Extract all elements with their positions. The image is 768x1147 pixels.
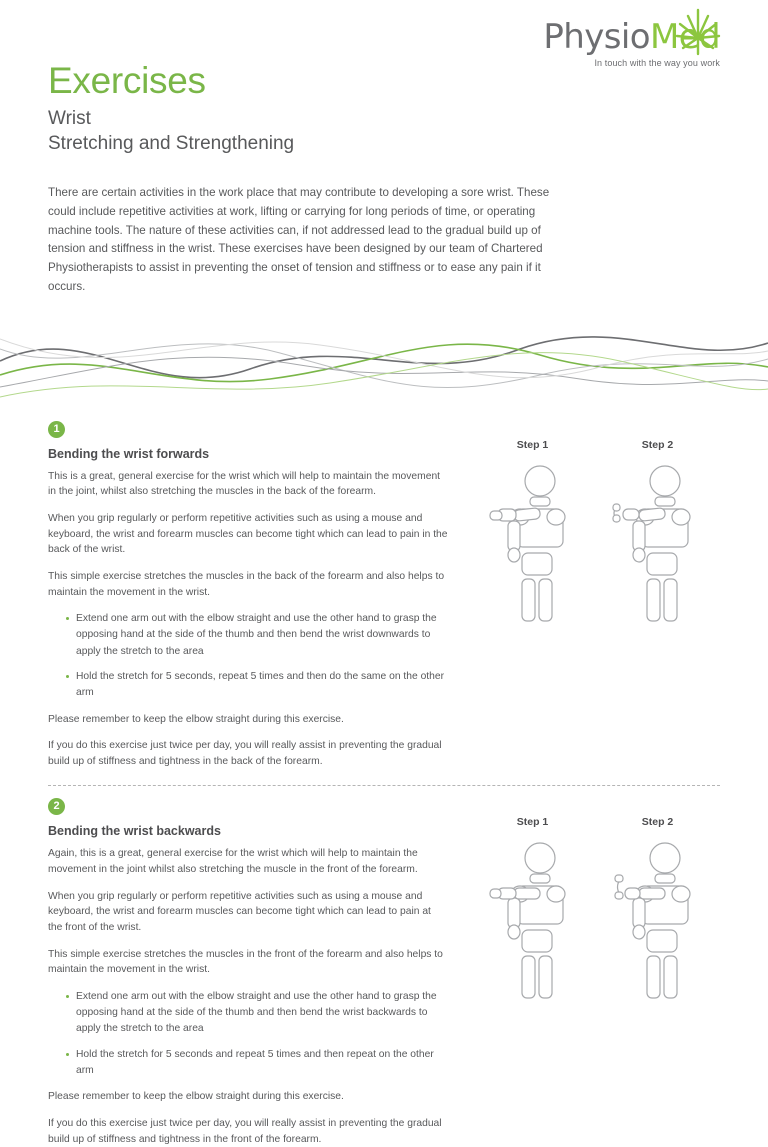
page-header <box>48 0 720 178</box>
logo-word-physio: Physio <box>543 17 650 57</box>
exercise-title: Bending the wrist forwards <box>48 446 210 461</box>
list-item: Extend one arm out with the elbow straight and use the other hand to grasp the opposing hand at the side of the thumb and then bend the wrist backwards to apply the stretch to the area <box>66 989 448 1038</box>
exercise-block-1 <box>48 421 720 770</box>
figure-row <box>470 834 720 1004</box>
exercise-bullet-list <box>48 611 448 701</box>
step-1-label: Step 1 <box>516 816 549 829</box>
intro-paragraph: There are certain activities in the work place that may contribute to developing a sore wrist. These could include repetitive activities at work, lifting or carrying for long periods of time, or operating machine tools. The nature of these activities can, if not addressed lead to the gradual build up of tension and stiffness in the wrist. These exercises have been designed by our team of Chartered Physiotherapists to assist in preventing the onset of tension and stiffness or to ease any pain if it occurs. <box>48 186 550 293</box>
page-subtitle-1: Wrist <box>48 108 91 129</box>
list-item: Hold the stretch for 5 seconds and repeat 5 times and then repeat on the other arm <box>66 1047 448 1080</box>
exercise-number-badge: 1 <box>48 421 65 438</box>
logo-tagline: In touch with the way you work <box>594 58 720 68</box>
step-2-label: Step 2 <box>641 438 674 451</box>
logo-word-med: Med <box>649 17 720 57</box>
exercise-paragraph: This simple exercise stretches the muscles in the front of the forearm and also helps to maintain the movement in the wrist. <box>48 948 443 976</box>
exercise-paragraph: Again, this is a great, general exercise for the wrist which will help to maintain the movement in the joint whilst also stretching the muscle in the front of the forearm. <box>48 848 418 876</box>
exercise-paragraph: When you grip regularly or perform repetitive activities such as using a mouse and keyboard, the wrist and forearm muscles can become tight which can lead to pain in the back of the wrist. <box>48 512 448 556</box>
step-2-label: Step 2 <box>641 816 674 829</box>
mannequin-figure-step1-icon <box>478 834 588 1004</box>
exercise-body <box>48 469 448 770</box>
exercise-paragraph: This is a great, general exercise for the wrist which will help to maintain the movement in the joint, whilst also stretching the muscles in the back of the forearm. <box>48 470 441 498</box>
exercise-note: Please remember to keep the elbow straight during this exercise. <box>48 713 344 725</box>
mannequin-figure-step2-icon <box>603 834 713 1004</box>
page-title: Exercises <box>48 60 206 101</box>
exercise-block-2 <box>48 798 720 1147</box>
exercise-number-badge: 2 <box>48 798 65 815</box>
mannequin-figure-step2-icon <box>603 457 713 627</box>
list-item: Hold the stretch for 5 seconds, repeat 5 times and then do the same on the other arm <box>66 669 448 702</box>
exercise-paragraph: This simple exercise stretches the muscles in the back of the forearm and also helps to maintain the movement in the wrist. <box>48 570 445 598</box>
section-divider <box>48 785 720 786</box>
figure-step-labels <box>470 816 720 828</box>
step-1-label: Step 1 <box>516 438 549 451</box>
wave-graphic <box>0 309 768 409</box>
exercise-note: If you do this exercise just twice per day, you will really assist in preventing the gradual build up of stiffness and tightness in the back of the forearm. <box>48 740 442 767</box>
exercise-figures <box>470 816 720 1016</box>
decorative-wave-band <box>0 309 768 409</box>
title-block <box>48 62 294 157</box>
figure-step-labels <box>470 439 720 451</box>
exercise-bullet-list <box>48 989 448 1079</box>
exercise-title: Bending the wrist backwards <box>48 824 221 839</box>
page-subtitle-2: Stretching and Strengthening <box>48 133 295 155</box>
exercise-body <box>48 846 448 1147</box>
starburst-icon <box>670 4 726 60</box>
list-item: Extend one arm out with the elbow straight and use the other hand to grasp the opposing hand at the side of the thumb and then bend the wrist downwards to apply the stretch to the area <box>66 611 448 660</box>
exercise-note: Please remember to keep the elbow straight during this exercise. <box>48 1091 344 1103</box>
exercise-figures <box>470 439 720 639</box>
exercise-paragraph: When you grip regularly or perform repetitive activities such as using a mouse and keyboard, the wrist and forearm muscles can become tight which can lead to pain at the front of the wrist. <box>48 890 431 933</box>
mannequin-figure-step1-icon <box>478 457 588 627</box>
exercise-note: If you do this exercise just twice per day, you will really assist in preventing the gradual build up of stiffness and tightness in the front of the forearm. <box>48 1117 442 1145</box>
physiomed-logo <box>470 17 720 110</box>
figure-row <box>470 457 720 627</box>
